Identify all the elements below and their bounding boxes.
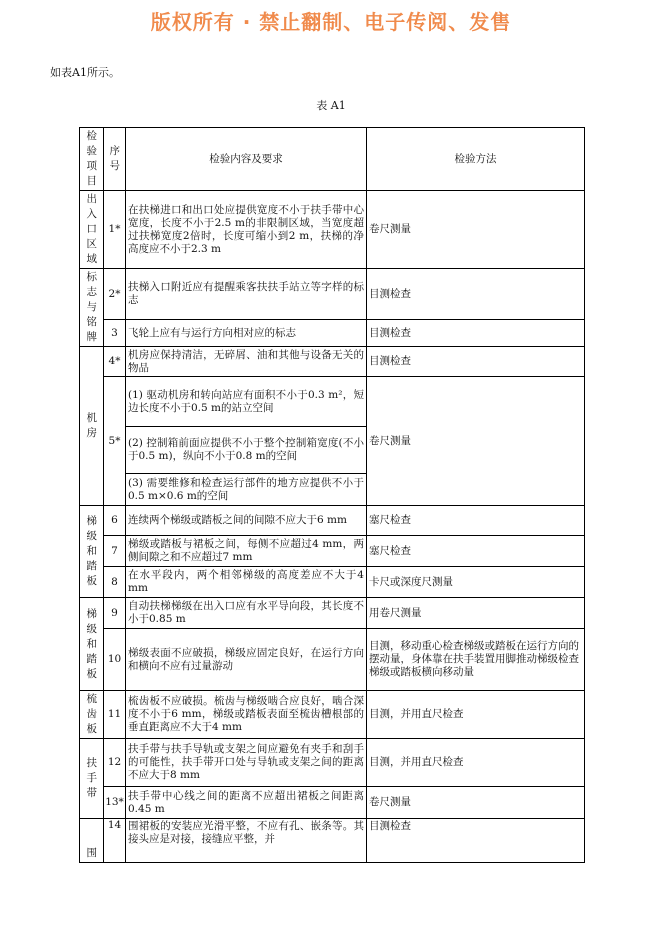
method-cell: 塞尺检查 (367, 506, 585, 536)
table-row (80, 739, 585, 787)
table-row (80, 567, 585, 598)
inspection-table (79, 127, 585, 863)
watermark-text: 版权所有 · 禁止翻制、电子传阅、发售 (150, 10, 512, 34)
group-cell: 机房 (80, 347, 104, 506)
content-cell: 扶手带与扶手导轨或支架之间应避免有夹手和刮手的可能性，扶手带开口处与导轨或支架之间的距离不应大于8 mm (126, 739, 367, 787)
table-caption: 表 A1 (316, 99, 346, 112)
content-cell: 梯级或踏板与裙板之间，每侧不应超过4 mm，两侧间隙之和不应超过7 mm (126, 536, 367, 567)
table-row (80, 269, 585, 320)
group-cell: 梳齿板 (80, 691, 104, 739)
seq-cell: 4* (104, 347, 126, 377)
group-cell: 围 (80, 819, 104, 863)
seq-cell: 14 (104, 819, 126, 863)
table-row (80, 691, 585, 739)
group-cell: 梯级和踏板 (80, 506, 104, 598)
content-cell: 扶梯入口附近应有提醒乘客扶扶手站立等字样的标志 (126, 269, 367, 320)
table-row (80, 629, 585, 691)
table-row (80, 377, 585, 427)
content-cell: 机房应保持清洁，无碎屑、油和其他与设备无关的物品 (126, 347, 367, 377)
seq-cell: 11 (104, 691, 126, 739)
header-item: 检验项目 (80, 128, 104, 191)
seq-cell: 6 (104, 506, 126, 536)
method-cell: 目测，移动重心检查梯级或踏板在运行方向的摆动量，身体靠在扶手装置用脚推动梯级检查梯级或踏板横向移动量 (367, 629, 585, 691)
seq-cell: 9 (104, 598, 126, 629)
content-cell: 连续两个梯级或踏板之间的间隙不应大于6 mm (126, 506, 367, 536)
intro-text: 如表A1所示。 (50, 66, 120, 79)
method-cell: 卷尺测量 (367, 787, 585, 819)
seq-cell: 2* (104, 269, 126, 320)
method-cell: 目测检查 (367, 269, 585, 320)
seq-cell: 10 (104, 629, 126, 691)
content-cell: (3) 需要维修和检查运行部件的地方应提供不小于0.5 m×0.6 m的空间 (126, 474, 367, 506)
content-cell: (1) 驱动机房和转向站应有面积不小于0.3 m²，短边长度不小于0.5 m的站立空间 (126, 377, 367, 427)
seq-cell: 12 (104, 739, 126, 787)
content-cell: 梳齿板不应破损。梳齿与梯级啮合应良好，啮合深度不小于6 mm，梯级或踏板表面至梳齿槽根部的垂直距离应不大于4 mm (126, 691, 367, 739)
group-cell: 出入口区域 (80, 191, 104, 269)
method-cell: 目测，并用直尺检查 (367, 739, 585, 787)
method-cell: 目测检查 (367, 347, 585, 377)
table-header-row (80, 128, 585, 191)
seq-cell: 5* (104, 377, 126, 506)
seq-cell: 7 (104, 536, 126, 567)
method-cell: 用卷尺测量 (367, 598, 585, 629)
method-cell: 目测检查 (367, 819, 585, 863)
group-cell: 梯级和踏板 (80, 598, 104, 691)
seq-cell: 8 (104, 567, 126, 598)
seq-cell: 13* (104, 787, 126, 819)
method-cell: 卷尺测量 (367, 191, 585, 269)
table-row (80, 191, 585, 269)
table-row (80, 536, 585, 567)
content-cell: (2) 控制箱前面应提供不小于整个控制箱宽度(不小于0.5 m)，纵向不小于0.8 m的空间 (126, 427, 367, 474)
content-cell: 在扶梯进口和出口处应提供宽度不小于扶手带中心宽度，长度不小于2.5 m的非限制区域，当宽度超过扶梯宽度2倍时，长度可缩小到2 m，扶梯的净高度应不小于2.3 m (126, 191, 367, 269)
method-cell: 目测，并用直尺检查 (367, 691, 585, 739)
table-row (80, 347, 585, 377)
seq-cell: 3 (104, 320, 126, 347)
header-content: 检验内容及要求 (126, 128, 367, 191)
table-row (80, 598, 585, 629)
content-cell: 自动扶梯梯级在出入口应有水平导向段，其长度不小于0.85 m (126, 598, 367, 629)
content-cell: 围裙板的安装应光滑平整，不应有孔、嵌条等。其接头应是对接，接缝应平整，并 (126, 819, 367, 863)
table-row (80, 320, 585, 347)
content-cell: 飞轮上应有与运行方向相对应的标志 (126, 320, 367, 347)
content-cell: 梯级表面不应破损，梯级应固定良好，在运行方向和横向不应有过量游动 (126, 629, 367, 691)
table-row (80, 506, 585, 536)
header-seq: 序号 (104, 128, 126, 191)
method-cell: 卡尺或深度尺测量 (367, 567, 585, 598)
header-method: 检验方法 (367, 128, 585, 191)
method-cell: 卷尺测量 (367, 377, 585, 506)
method-cell: 目测检查 (367, 320, 585, 347)
table-row (80, 819, 585, 863)
table-row (80, 787, 585, 819)
seq-cell: 1* (104, 191, 126, 269)
method-cell: 塞尺检查 (367, 536, 585, 567)
group-cell: 扶手带 (80, 739, 104, 819)
content-cell: 在水平段内，两个相邻梯级的高度差应不大于4 mm (126, 567, 367, 598)
content-cell: 扶手带中心线之间的距离不应超出裙板之间距离0.45 m (126, 787, 367, 819)
group-cell: 标志与铭牌 (80, 269, 104, 347)
